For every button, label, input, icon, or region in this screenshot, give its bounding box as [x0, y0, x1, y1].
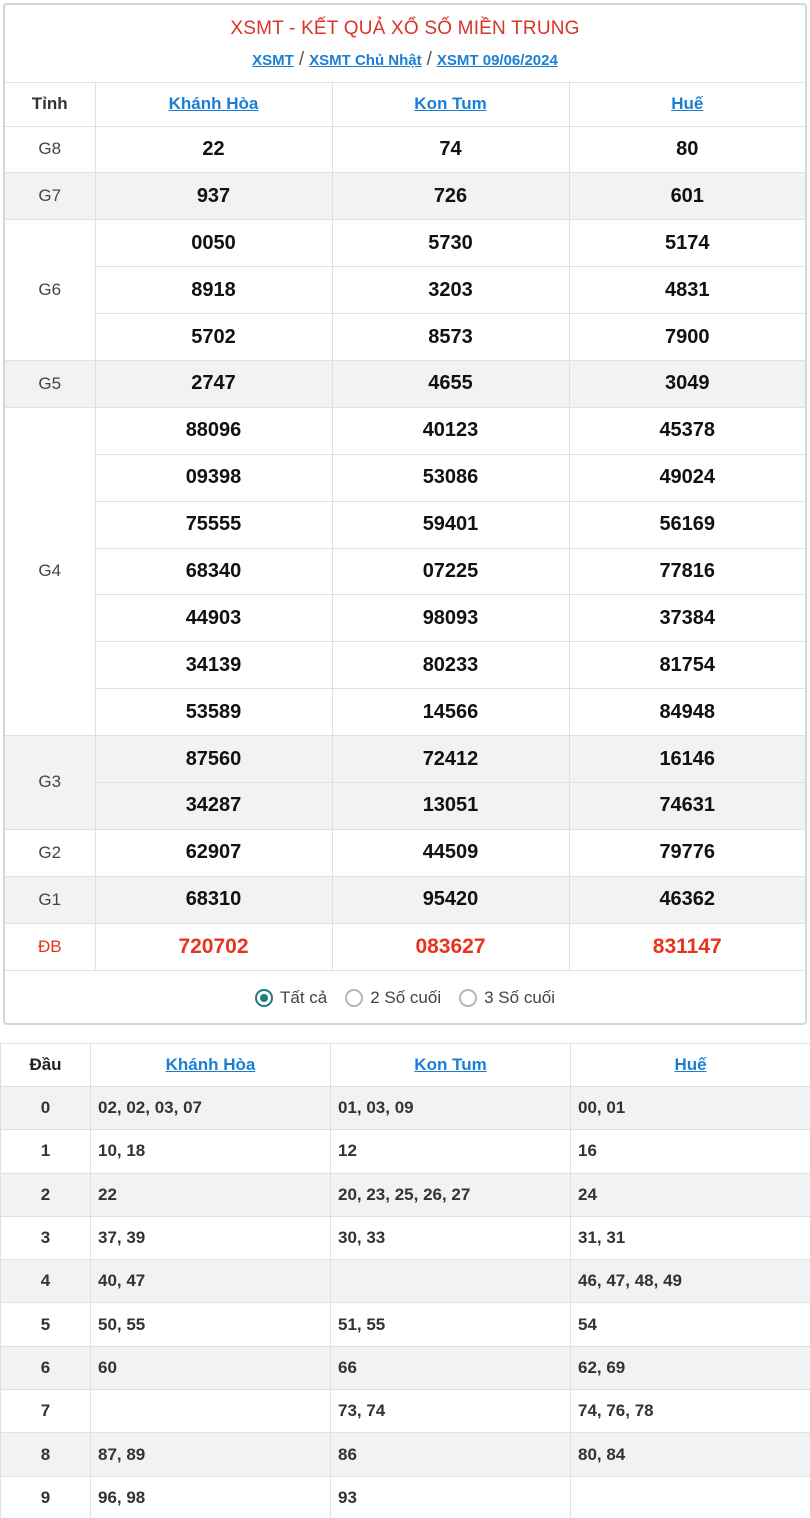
head-digit-row — [1, 1390, 810, 1433]
prize-number: 5174 — [569, 220, 805, 267]
head-digit-row — [1, 1130, 810, 1173]
tail-numbers: 60 — [91, 1346, 331, 1389]
tail-numbers: 93 — [331, 1476, 571, 1518]
prize-number: 3203 — [332, 267, 569, 314]
head-digit-row — [1, 1433, 810, 1476]
head-digit-row — [1, 1303, 810, 1346]
tail-numbers: 54 — [571, 1303, 810, 1346]
prize-number: 77816 — [569, 548, 805, 595]
prize-number: 80233 — [332, 642, 569, 689]
tail-numbers: 51, 55 — [331, 1303, 571, 1346]
prize-number: 74631 — [569, 782, 805, 829]
tail-numbers: 86 — [331, 1433, 571, 1476]
prize-row — [5, 642, 805, 689]
filter-option-label: 3 Số cuối — [484, 987, 556, 1007]
prize-row — [5, 314, 805, 361]
tail-numbers: 24 — [571, 1173, 810, 1216]
province-header — [91, 1044, 331, 1087]
prize-number: 53086 — [332, 454, 569, 501]
special-prize-number: 083627 — [332, 923, 569, 970]
prize-number: 45378 — [569, 407, 805, 454]
prize-number: 4655 — [332, 360, 569, 407]
prize-number: 5702 — [95, 314, 332, 361]
prize-number: 07225 — [332, 548, 569, 595]
head-digit-row — [1, 1216, 810, 1259]
tail-numbers: 22 — [91, 1173, 331, 1216]
province-link[interactable]: Kon Tum — [414, 1055, 487, 1074]
prize-label: G2 — [5, 829, 95, 876]
prize-row — [5, 360, 805, 407]
prize-label: ĐB — [5, 923, 95, 970]
head-digit: 2 — [1, 1173, 91, 1216]
prize-number: 44509 — [332, 829, 569, 876]
prize-number: 40123 — [332, 407, 569, 454]
prize-number: 34139 — [95, 642, 332, 689]
tail-numbers: 46, 47, 48, 49 — [571, 1260, 810, 1303]
tail-numbers: 73, 74 — [331, 1390, 571, 1433]
tail-numbers: 50, 55 — [91, 1303, 331, 1346]
prize-row — [5, 782, 805, 829]
province-header — [569, 83, 805, 126]
prize-number: 937 — [95, 173, 332, 220]
prize-number: 7900 — [569, 314, 805, 361]
prize-label: G8 — [5, 126, 95, 173]
head-digit-table — [0, 1043, 810, 1518]
breadcrumb-xsmt-date[interactable]: XSMT 09/06/2024 — [436, 52, 558, 69]
province-link[interactable]: Kon Tum — [414, 94, 487, 114]
province-header — [95, 83, 332, 126]
prize-row — [5, 736, 805, 783]
filter-option[interactable] — [345, 988, 441, 1008]
head-digit-row — [1, 1087, 810, 1130]
prize-number: 68310 — [95, 876, 332, 923]
prize-number: 46362 — [569, 876, 805, 923]
prize-number: 84948 — [569, 689, 805, 736]
radio-button[interactable] — [345, 989, 363, 1007]
prize-label: G1 — [5, 876, 95, 923]
prize-number: 09398 — [95, 454, 332, 501]
prize-number: 81754 — [569, 642, 805, 689]
results-header — [5, 5, 805, 83]
prize-number: 601 — [569, 173, 805, 220]
prize-row — [5, 173, 805, 220]
breadcrumb — [5, 49, 805, 71]
tail-numbers: 62, 69 — [571, 1346, 810, 1389]
prize-row — [5, 267, 805, 314]
prize-number: 98093 — [332, 595, 569, 642]
tail-numbers: 20, 23, 25, 26, 27 — [331, 1173, 571, 1216]
results-table — [5, 83, 805, 971]
province-link[interactable]: Huế — [674, 1055, 707, 1074]
prize-number: 3049 — [569, 360, 805, 407]
digit-filter — [5, 971, 805, 1025]
filter-option-label: Tất cả — [279, 987, 328, 1007]
prize-number: 72412 — [332, 736, 569, 783]
prize-number: 87560 — [95, 736, 332, 783]
prize-number: 37384 — [569, 595, 805, 642]
prize-label: G7 — [5, 173, 95, 220]
head-digit: 7 — [1, 1390, 91, 1433]
head-digit-row — [1, 1476, 810, 1518]
prize-number: 56169 — [569, 501, 805, 548]
prize-number: 59401 — [332, 501, 569, 548]
prize-number: 34287 — [95, 782, 332, 829]
prize-row — [5, 689, 805, 736]
prize-number: 2747 — [95, 360, 332, 407]
tail-numbers: 12 — [331, 1130, 571, 1173]
prize-number: 88096 — [95, 407, 332, 454]
tail-numbers: 37, 39 — [91, 1216, 331, 1259]
prize-number: 68340 — [95, 548, 332, 595]
prize-number: 75555 — [95, 501, 332, 548]
radio-button[interactable] — [459, 989, 477, 1007]
prize-row — [5, 923, 805, 970]
head-table-header-row — [1, 1044, 810, 1087]
prize-number: 44903 — [95, 595, 332, 642]
head-digit-row — [1, 1260, 810, 1303]
special-prize-number: 831147 — [569, 923, 805, 970]
prize-number: 8918 — [95, 267, 332, 314]
prize-row — [5, 829, 805, 876]
tail-numbers: 96, 98 — [91, 1476, 331, 1518]
head-digit-row — [1, 1173, 810, 1216]
special-prize-number: 720702 — [95, 923, 332, 970]
tail-numbers: 40, 47 — [91, 1260, 331, 1303]
head-digit: 1 — [1, 1130, 91, 1173]
tail-numbers: 30, 33 — [331, 1216, 571, 1259]
breadcrumb-separator: / — [298, 49, 305, 70]
prize-row — [5, 220, 805, 267]
head-digit: 3 — [1, 1216, 91, 1259]
prize-label: G6 — [5, 220, 95, 361]
prize-row — [5, 595, 805, 642]
filter-option-label: 2 Số cuối — [370, 987, 442, 1007]
prize-label: G4 — [5, 407, 95, 735]
province-column-label: Tỉnh — [5, 83, 95, 126]
prize-number: 49024 — [569, 454, 805, 501]
tail-numbers: 31, 31 — [571, 1216, 810, 1259]
prize-number: 62907 — [95, 829, 332, 876]
prize-row — [5, 876, 805, 923]
head-digit: 9 — [1, 1476, 91, 1518]
breadcrumb-xsmt-sunday[interactable]: XSMT Chủ Nhật — [309, 52, 422, 69]
head-digit: 0 — [1, 1087, 91, 1130]
prize-number: 8573 — [332, 314, 569, 361]
prize-label: G5 — [5, 360, 95, 407]
tail-numbers: 66 — [331, 1346, 571, 1389]
province-header — [332, 83, 569, 126]
province-link[interactable]: Khánh Hòa — [165, 1055, 256, 1074]
radio-button[interactable] — [255, 989, 273, 1007]
head-digit: 6 — [1, 1346, 91, 1389]
head-digit: 8 — [1, 1433, 91, 1476]
tail-numbers — [331, 1260, 571, 1303]
head-digit-row — [1, 1346, 810, 1389]
tail-numbers: 10, 18 — [91, 1130, 331, 1173]
prize-number: 726 — [332, 173, 569, 220]
prize-number: 74 — [332, 126, 569, 173]
head-digit: 4 — [1, 1260, 91, 1303]
breadcrumb-xsmt[interactable]: XSMT — [252, 52, 294, 69]
province-link[interactable]: Huế — [671, 94, 704, 114]
page-title: XSMT - KẾT QUẢ XỔ SỐ MIỀN TRUNG — [230, 18, 580, 39]
prize-number: 13051 — [332, 782, 569, 829]
province-link[interactable]: Khánh Hòa — [168, 94, 259, 114]
head-digit-column-label: Đầu — [1, 1044, 91, 1087]
tail-numbers: 80, 84 — [571, 1433, 810, 1476]
prize-number: 95420 — [332, 876, 569, 923]
head-digit: 5 — [1, 1303, 91, 1346]
tail-numbers: 87, 89 — [91, 1433, 331, 1476]
tail-numbers: 74, 76, 78 — [571, 1390, 810, 1433]
tail-numbers — [571, 1476, 810, 1518]
prize-number: 16146 — [569, 736, 805, 783]
province-header — [331, 1044, 571, 1087]
breadcrumb-separator: / — [426, 49, 432, 70]
filter-option[interactable] — [255, 988, 327, 1008]
filter-option[interactable] — [459, 988, 555, 1008]
results-card — [3, 3, 807, 1025]
prize-row — [5, 454, 805, 501]
results-header-row — [5, 83, 805, 126]
prize-label: G3 — [5, 736, 95, 830]
prize-row — [5, 501, 805, 548]
prize-number: 53589 — [95, 689, 332, 736]
prize-row — [5, 407, 805, 454]
prize-number: 79776 — [569, 829, 805, 876]
prize-row — [5, 126, 805, 173]
prize-number: 80 — [569, 126, 805, 173]
province-header — [571, 1044, 810, 1087]
tail-numbers: 02, 02, 03, 07 — [91, 1087, 331, 1130]
tail-numbers: 16 — [571, 1130, 810, 1173]
prize-number: 0050 — [95, 220, 332, 267]
prize-number: 4831 — [569, 267, 805, 314]
prize-number: 22 — [95, 126, 332, 173]
tail-numbers: 00, 01 — [571, 1087, 810, 1130]
prize-number: 5730 — [332, 220, 569, 267]
tail-numbers: 01, 03, 09 — [331, 1087, 571, 1130]
prize-row — [5, 548, 805, 595]
tail-numbers — [91, 1390, 331, 1433]
prize-number: 14566 — [332, 689, 569, 736]
